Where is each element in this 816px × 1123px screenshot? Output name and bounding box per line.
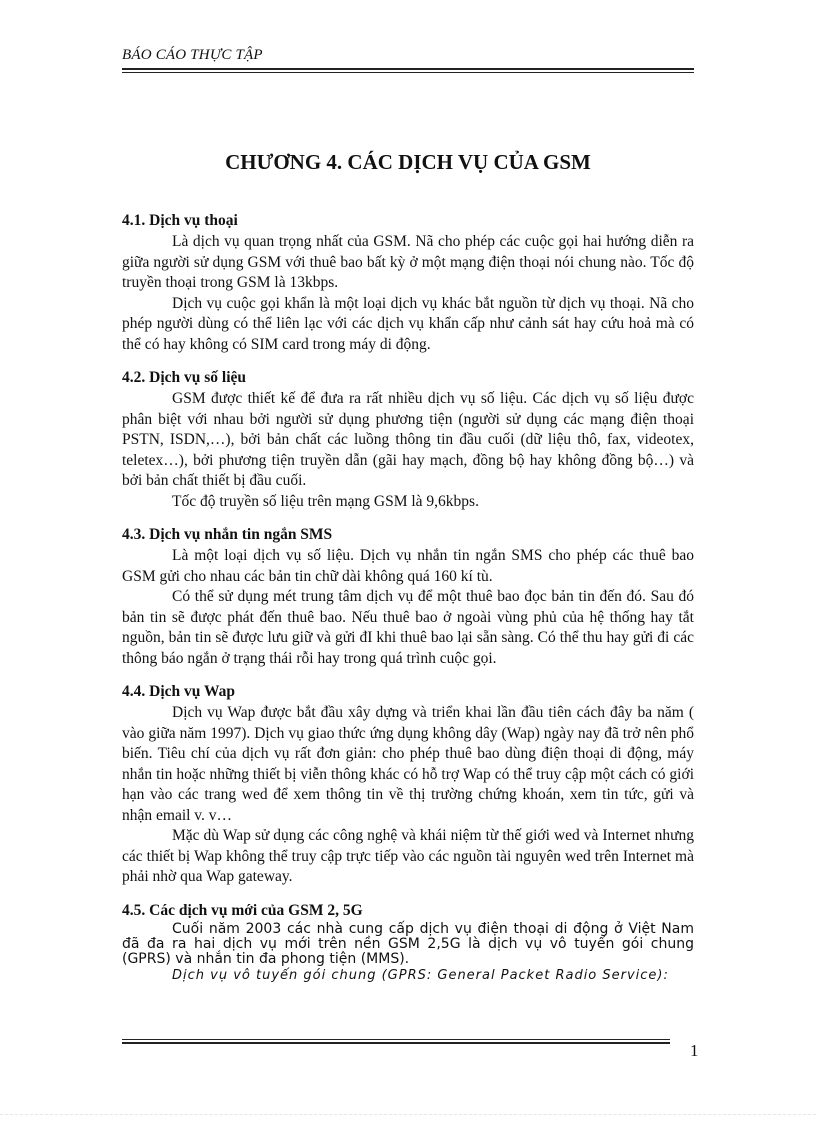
paragraph: Là một loại dịch vụ số liệu. Dịch vụ nhắn tin ngắn SMS cho phép các thuê bao GSM gửi cho nhau các bản tin chữ dài không quá 160 kí tù.	[122, 547, 694, 585]
section-heading: 4.1. Dịch vụ thoại	[122, 212, 238, 229]
page-number: 1	[690, 1041, 699, 1060]
paragraph: Dịch vụ vô tuyến gói chung (GPRS: General Packet Radio Service):	[172, 967, 669, 983]
footer-rule-thin	[122, 1039, 670, 1040]
paragraph: Dịch vụ cuộc gọi khẩn là một loại dịch vụ khác bắt nguồn từ dịch vụ thoại. Nã cho phép người dùng có thể liên lạc với các dịch vụ khẩn cấp như cảnh sát hay cứu hoả mà có thể có hay không có SIM card trong máy di động.	[122, 294, 694, 353]
paragraph: Cuối năm 2003 các nhà cung cấp dịch vụ điện thoại di động ở Việt Nam đã đa ra hai dịch vụ mới trên nền GSM 2,5G là dịch vụ vô tuyến gói chung (GPRS) và nhắn tin đa phong tiện (MMS).	[122, 920, 694, 967]
paragraph: Là dịch vụ quan trọng nhất của GSM. Nã cho phép các cuộc gọi hai hướng diễn ra giữa người sử dụng GSM với thuê bao bất kỳ ở một mạng điện thoại nói chung nào. Tốc độ truyền thoại trong GSM là 13kbps.	[122, 233, 694, 291]
section-4-2	[122, 369, 694, 512]
paragraph: Mặc dù Wap sử dụng các công nghệ và khái niệm từ thế giới wed và Internet nhưng các thiết bị Wap không thể truy cập trực tiếp vào các nguồn tài nguyên wed trên Internet mà phải nhờ qua Wap gateway.	[122, 827, 694, 885]
header-rule-thick	[122, 68, 694, 70]
section-4-3	[122, 526, 694, 669]
section-heading: 4.2. Dịch vụ số liệu	[122, 369, 247, 386]
section-heading: 4.5. Các dịch vụ mới của GSM 2, 5G	[122, 901, 363, 919]
header-title: BÁO CÁO THỰC TẬP	[122, 47, 263, 63]
paragraph: Dịch vụ Wap được bắt đầu xây dựng và triển khai lần đầu tiên cách đây ba năm ( vào giữa năm 1997). Dịch vụ giao thức ứng dụng không dây (Wap) ngày nay đã trở nên phổ biến. Tiêu chí của dịch vụ rất đơn giản: cho phép thuê bao dùng điện thoại di động, máy nhắn tin hoặc những thiết bị viễn thông khác có hỗ trợ Wap có thể truy cập một cách có giới hạn vào các trang wed để xem thông tin về thị trường chứng khoán, xem tin tức, gửi và nhận email v. v…	[122, 704, 694, 824]
section-4-5	[122, 902, 694, 985]
page-edge-divider	[0, 1114, 816, 1115]
footer-rule-thick	[122, 1042, 670, 1044]
paragraph: Tốc độ truyền số liệu trên mạng GSM là 9,6kbps.	[172, 492, 479, 510]
document-body	[122, 212, 694, 985]
section-4-1	[122, 212, 694, 355]
header-rule-thin	[122, 72, 694, 73]
section-4-4	[122, 683, 694, 888]
paragraph: Có thể sử dụng mét trung tâm dịch vụ để một thuê bao đọc bản tin đến đó. Sau đó bản tin sẽ được phát đến thuê bao. Nếu thuê bao ở ngoài vùng phủ của hệ thống hay tắt nguồn, bản tin sẽ được lưu giữ và gửi đI khi thuê bao lại sẵn sàng. Có thể thu hay gửi đi các thông báo ngắn ở trạng thái rỗi hay trong quá trình cuộc gọi.	[122, 588, 694, 667]
paragraph: GSM được thiết kế để đưa ra rất nhiều dịch vụ số liệu. Các dịch vụ số liệu được phân biệt với nhau bởi người sử dụng phương tiện (người sử dụng các mạng điện thoại PSTN, ISDN,…), bởi bản chất các luồng thông tin đầu cuối (dữ liệu thô, fax, videotex, teletex…), bởi phương tiện truyền dẫn (gãi hay mạch, đồng bộ hay không đồng bộ…) và bởi bản chất thiết bị đầu cuối.	[122, 390, 694, 489]
section-heading: 4.4. Dịch vụ Wap	[122, 683, 235, 700]
chapter-title: CHƯƠNG 4. CÁC DỊCH VỤ CỦA GSM	[225, 150, 591, 174]
section-heading: 4.3. Dịch vụ nhắn tin ngắn SMS	[122, 526, 333, 543]
